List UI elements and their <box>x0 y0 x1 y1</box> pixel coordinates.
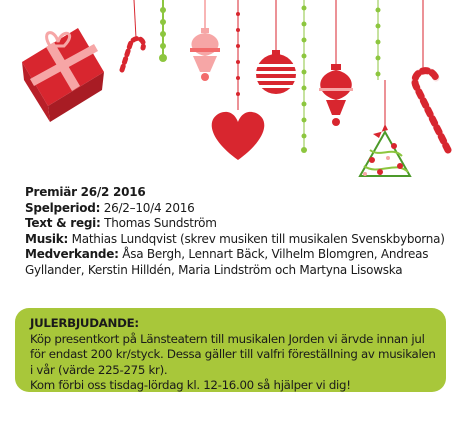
text-direction-line: Text & regi: Thomas Sundström <box>25 216 217 230</box>
christmas-offer-box <box>15 308 446 392</box>
bead-string-icon <box>376 0 381 80</box>
period-line: Spelperiod: 26/2–10/4 2016 <box>25 200 195 215</box>
music-line: Musik: Mathias Lundqvist (skrev musiken till musikalen Svenskbyborna) <box>25 231 445 246</box>
striped-ornament-icon <box>256 0 296 94</box>
offer-footer: Kom förbi oss tisdag-lördag kl. 12-16.00 så hjälper vi dig! <box>30 378 351 392</box>
candy-cane-icon <box>122 0 143 70</box>
offer-body: Köp presentkort på Länsteatern till musikalen Jorden vi ärvde innan jul för endast 200 kr/styck. Dessa gäller till valfri föreställning av musikalen i vår (värde 225-275 kr). <box>30 331 436 377</box>
candy-cane-icon <box>415 0 448 150</box>
offer-heading: JULERBJUDANDE: <box>30 316 139 330</box>
premiere-line: Premiär 26/2 2016 <box>25 185 146 199</box>
cast-line: Medverkande: Åsa Bergh, Lennart Bäck, Vilhelm Blomgren, Andreas Gyllander, Kerstin Hilldén, Maria Lindström och Martyna Lisowska <box>25 247 429 277</box>
bead-string-icon <box>159 0 167 62</box>
red-ornament-icon <box>319 0 353 126</box>
christmas-ornaments-decoration <box>0 0 461 185</box>
production-credits <box>25 185 455 278</box>
bead-string-icon <box>301 0 307 153</box>
pink-ornament-icon <box>190 0 220 81</box>
gift-box-icon <box>22 28 104 122</box>
christmas-tree-icon <box>360 80 410 176</box>
